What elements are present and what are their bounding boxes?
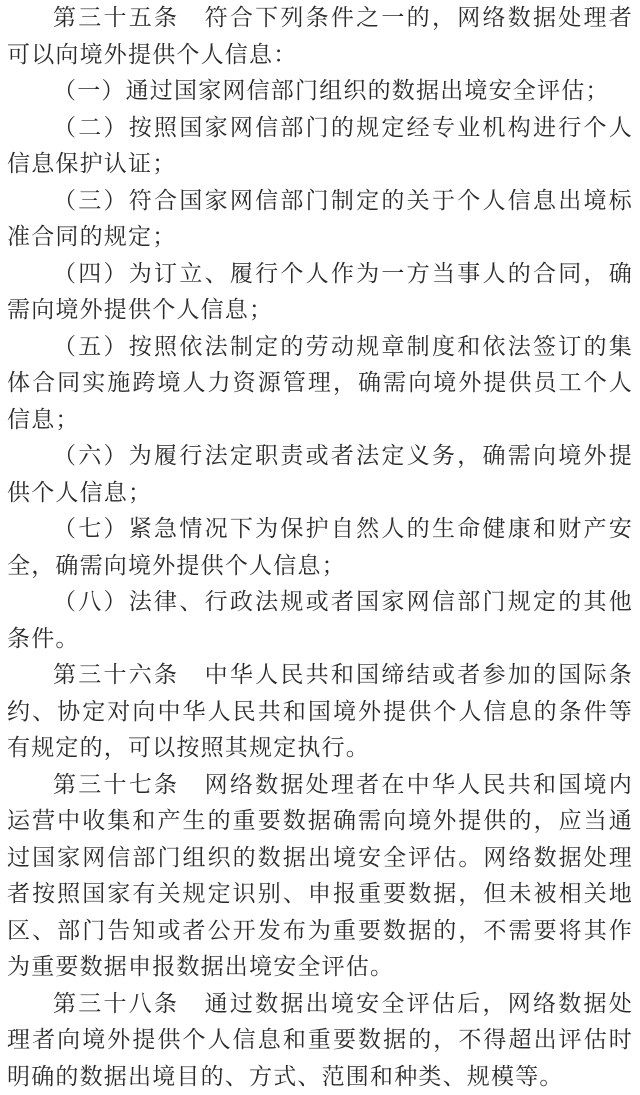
document-page — [7, 0, 633, 1095]
article-35-item-3: （三）符合国家网信部门制定的关于个人信息出境标准合同的规定； — [7, 183, 633, 256]
article-35-item-6: （六）为履行法定职责或者法定义务，确需向境外提供个人信息； — [7, 438, 633, 511]
article-35-item-4: （四）为订立、履行个人作为一方当事人的合同，确需向境外提供个人信息； — [7, 256, 633, 329]
article-35-item-7: （七）紧急情况下为保护自然人的生命健康和财产安全，确需向境外提供个人信息； — [7, 511, 633, 584]
article-35-item-2: （二）按照国家网信部门的规定经专业机构进行个人信息保护认证； — [7, 110, 633, 183]
article-36: 第三十六条 中华人民共和国缔结或者参加的国际条约、协定对向中华人民共和国境外提供个人信息的条件等有规定的，可以按照其规定执行。 — [7, 657, 633, 767]
article-35-item-8: （八）法律、行政法规或者国家网信部门规定的其他条件。 — [7, 584, 633, 657]
article-37: 第三十七条 网络数据处理者在中华人民共和国境内运营中收集和产生的重要数据确需向境外提供的，应当通过国家网信部门组织的数据出境安全评估。网络数据处理者按照国家有关规定识别、申报重要数据，但未被相关地区、部门告知或者公开发布为重要数据的，不需要将其作为重要数据申报数据出境安全评估。 — [7, 767, 633, 986]
article-38: 第三十八条 通过数据出境安全评估后，网络数据处理者向境外提供个人信息和重要数据的，不得超出评估时明确的数据出境目的、方式、范围和种类、规模等。 — [7, 986, 633, 1095]
article-35-item-5: （五）按照依法制定的劳动规章制度和依法签订的集体合同实施跨境人力资源管理，确需向境外提供员工个人信息； — [7, 329, 633, 439]
article-35-item-1: （一）通过国家网信部门组织的数据出境安全评估； — [7, 73, 633, 110]
article-35-intro: 第三十五条 符合下列条件之一的，网络数据处理者可以向境外提供个人信息： — [7, 0, 633, 73]
